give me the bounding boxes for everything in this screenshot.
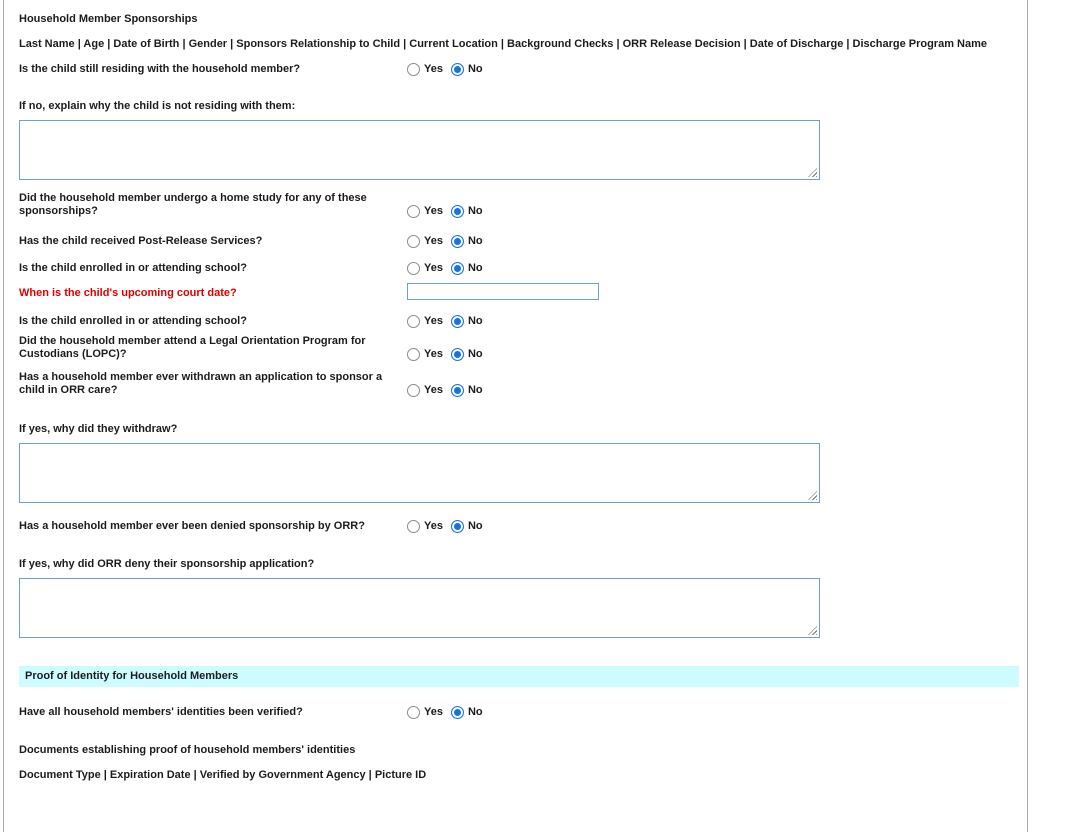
radio-option-yes[interactable] (407, 520, 443, 533)
radio-option-yes[interactable] (407, 262, 443, 275)
radio-group-post-release (407, 235, 483, 248)
question-row-lopc (19, 335, 1019, 361)
radio-group-home-study (407, 205, 483, 218)
radio-option-no[interactable] (451, 348, 483, 361)
radio-no-label: No (467, 235, 483, 247)
question-label-school-1: Is the child enrolled in or attending school? (19, 262, 247, 274)
radio-selected-icon[interactable] (451, 384, 464, 397)
radio-yes-label: Yes (424, 315, 443, 327)
radio-yes-label: Yes (424, 348, 443, 360)
question-label-denied: Has a household member ever been denied sponsorship by ORR? (19, 520, 365, 532)
radio-yes-label: Yes (424, 205, 443, 217)
question-label-residing: Is the child still residing with the household member? (19, 63, 301, 75)
radio-group-denied (407, 520, 483, 533)
radio-option-yes[interactable] (407, 205, 443, 218)
radio-no-label: No (467, 348, 483, 360)
radio-unselected-icon[interactable] (407, 262, 420, 275)
radio-no-label: No (467, 315, 483, 327)
question-row-home-study (19, 192, 1019, 218)
radio-yes-label: Yes (424, 706, 443, 718)
radio-option-no[interactable] (451, 315, 483, 328)
radio-yes-label: Yes (424, 520, 443, 532)
question-row-post-release (19, 233, 1019, 248)
question-label-lopc: Did the household member attend a Legal Orientation Program for Custodians (LOPC)? (19, 335, 366, 360)
question-row-court-date (19, 283, 1019, 300)
radio-unselected-icon[interactable] (407, 520, 420, 533)
label-residing-explain: If no, explain why the child is not residing with them: (19, 100, 296, 112)
radio-group-identities-verified (407, 706, 483, 719)
radio-no-label: No (467, 520, 483, 532)
sponsorship-record-fields-line: Last Name | Age | Date of Birth | Gender | Sponsors Relationship to Child | Current Location | Background Checks | ORR Release Decision | Date of Discharge | Discharge Program Name (19, 38, 987, 50)
question-row-identities-verified (19, 704, 1019, 719)
radio-unselected-icon[interactable] (407, 348, 420, 361)
radio-no-label: No (467, 384, 483, 396)
question-row-residing (19, 61, 1019, 76)
household-sponsorships-form-panel (3, 0, 1028, 832)
label-deny-why: If yes, why did ORR deny their sponsorship application? (19, 558, 315, 570)
radio-yes-label: Yes (424, 384, 443, 396)
radio-yes-label: Yes (424, 63, 443, 75)
withdraw-why-textarea[interactable] (19, 443, 820, 503)
question-label-withdrawn: Has a household member ever withdrawn an application to sponsor a child in ORR care? (19, 371, 383, 396)
radio-option-no[interactable] (451, 706, 483, 719)
question-row-withdrawn (19, 371, 1019, 397)
radio-selected-icon[interactable] (451, 520, 464, 533)
radio-option-yes[interactable] (407, 315, 443, 328)
radio-unselected-icon[interactable] (407, 235, 420, 248)
radio-selected-icon[interactable] (451, 205, 464, 218)
radio-option-no[interactable] (451, 235, 483, 248)
radio-no-label: No (467, 262, 483, 274)
radio-no-label: No (467, 706, 483, 718)
deny-why-textarea[interactable] (19, 578, 820, 638)
radio-unselected-icon[interactable] (407, 706, 420, 719)
radio-no-label: No (467, 63, 483, 75)
radio-option-no[interactable] (451, 205, 483, 218)
question-row-denied (19, 518, 1019, 533)
radio-group-withdrawn (407, 384, 483, 397)
radio-option-no[interactable] (451, 384, 483, 397)
section-header-proof-of-identity: Proof of Identity for Household Members (19, 666, 1019, 687)
radio-group-school-2 (407, 315, 483, 328)
label-withdraw-why: If yes, why did they withdraw? (19, 423, 178, 435)
label-identity-documents: Documents establishing proof of household members' identities (19, 744, 356, 756)
radio-selected-icon[interactable] (451, 262, 464, 275)
textarea-wrap-residing-explain (19, 120, 820, 180)
identity-document-fields-line: Document Type | Expiration Date | Verified by Government Agency | Picture ID (19, 769, 427, 781)
question-label-identities-verified: Have all household members' identities been verified? (19, 706, 303, 718)
radio-unselected-icon[interactable] (407, 384, 420, 397)
question-label-post-release: Has the child received Post-Release Services? (19, 235, 263, 247)
question-label-court-date: When is the child's upcoming court date? (19, 287, 237, 299)
radio-option-yes[interactable] (407, 384, 443, 397)
radio-selected-icon[interactable] (451, 235, 464, 248)
radio-unselected-icon[interactable] (407, 205, 420, 218)
radio-group-school-1 (407, 262, 483, 275)
textarea-wrap-deny-why (19, 578, 820, 638)
radio-option-yes[interactable] (407, 63, 443, 76)
question-label-school-2: Is the child enrolled in or attending school? (19, 315, 247, 327)
radio-no-label: No (467, 205, 483, 217)
question-label-home-study: Did the household member undergo a home study for any of these sponsorships? (19, 192, 367, 217)
radio-unselected-icon[interactable] (407, 315, 420, 328)
radio-option-yes[interactable] (407, 348, 443, 361)
radio-selected-icon[interactable] (451, 315, 464, 328)
court-date-input[interactable] (407, 283, 599, 300)
radio-option-no[interactable] (451, 262, 483, 275)
textarea-wrap-withdraw-why (19, 443, 820, 503)
radio-group-residing (407, 63, 483, 76)
radio-selected-icon[interactable] (451, 348, 464, 361)
radio-group-lopc (407, 348, 483, 361)
radio-selected-icon[interactable] (451, 63, 464, 76)
radio-option-no[interactable] (451, 63, 483, 76)
section-title-household-member-sponsorships: Household Member Sponsorships (19, 13, 198, 25)
residing-explain-textarea[interactable] (19, 120, 820, 180)
radio-option-yes[interactable] (407, 235, 443, 248)
question-row-school-1 (19, 260, 1019, 275)
question-row-school-2 (19, 313, 1019, 328)
radio-option-no[interactable] (451, 520, 483, 533)
radio-unselected-icon[interactable] (407, 63, 420, 76)
radio-yes-label: Yes (424, 262, 443, 274)
radio-option-yes[interactable] (407, 706, 443, 719)
radio-yes-label: Yes (424, 235, 443, 247)
radio-selected-icon[interactable] (451, 706, 464, 719)
